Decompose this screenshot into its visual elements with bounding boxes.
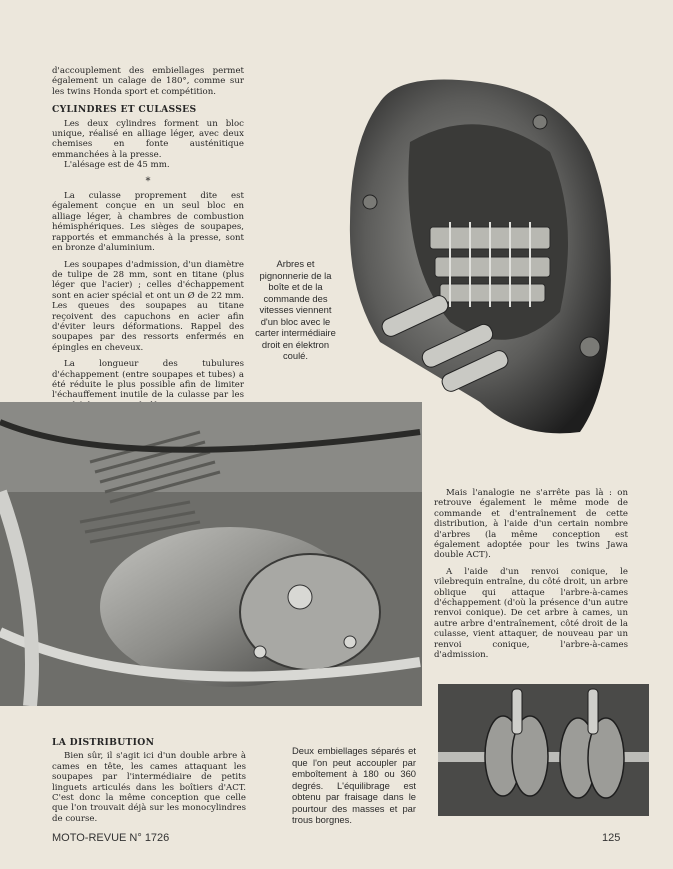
crankshaft-illustration [438,684,649,816]
caption-gearbox: Arbres et pignonnerie de la boîte et de la commande des vitesses viennent d'un bloc avec le carter intermédiaire droit en élektron coulé. [255,258,336,361]
distribution-section [52,738,246,830]
paragraph-cylinders: Les deux cylindres forment un bloc unique, réalisé en alliage léger, avec deux chemises en fonte austénitique emmanchées à la presse. [52,118,244,160]
footer-magazine: MOTO-REVUE N° 1726 [52,832,170,844]
gearbox-photo [340,62,622,440]
separator-star: * [145,175,151,187]
paragraph-bore: L'alésage est de 45 mm. [64,160,170,171]
left-column [52,66,244,417]
paragraph-bevel-drive: A l'aide d'un renvoi conique, le vilebrequin entraîne, du côté droit, un arbre oblique qui attaque l'arbre-à-cames d'échappement (d'où la présence d'un autre renvoi conique). De cet arbre à cames, un autre arbre d'entraînement, côté droit de la culasse, vient attaquer, de nouveau par un renvoi conique, l'arbre-à-cames d'admission. [434,566,628,661]
caption-crankshaft: Deux embiellages séparés et que l'on peut accoupler par emboîtement à 180 ou 360 degrés. L'équilibrage est obtenu par fraisage dans le pourtour des masses et par trous borgnes. [292,745,416,825]
paragraph-distribution: Bien sûr, il s'agit ici d'un double arbre à cames en tête, les cames attaquant les soupapes par l'intermédiaire de petits linguets articulés dans les boîtiers d'ACT. C'est donc la même conception que celle que l'on trouvait déjà sur les monocylindres de course. [52,751,246,824]
paragraph-valves: Les soupapes d'admission, d'un diamètre de tulipe de 28 mm, sont en titane (plus léger que l'acier) ; celles d'échappement sont en acier spécial et ont un Ø de 22 mm. Les queues des soupapes au titane reçoivent des capuchons en acier afin d'éviter leurs déformations. Rappel des soupapes par des ressorts enfermés en épingles en cheveux. [52,259,244,353]
gearbox-illustration [340,62,622,440]
paragraph-intro: d'accouplement des embiellages permet également un calage de 180°, comme sur les twins Honda sport et compétition. [52,66,244,97]
paragraph-exhaust: La longueur des tubulures d'échappement (entre soupapes et tubes) a été réduite le plus possible afin de limiter l'échauffement inutile de la culasse par les [52,359,244,401]
heading-distribution: LA DISTRIBUTION [52,737,155,748]
paragraph-analogy: Mais l'analogie ne s'arrête pas là : on retrouve également le même mode de commande et d'entraînement de cette distribution, à l'aide d'un certain nombre d'arbres (la même conception est également adoptée pour les twins Jawa double ACT). [434,488,628,561]
engine-photo [0,402,422,706]
paragraph-cylinder-head: La culasse proprement dite est également conçue en un seul bloc en alliage léger, à chambres de combustion hémisphériques. Les sièges de soupapes, rapportés et emmanchés à la presse, sont en bronze d'aluminium. [52,191,244,254]
footer-page-number: 125 [602,832,621,844]
right-column [434,488,628,667]
crankshaft-photo [438,684,649,816]
heading-cylinders: CYLINDRES ET CULASSES [52,104,197,116]
engine-illustration [0,402,422,706]
